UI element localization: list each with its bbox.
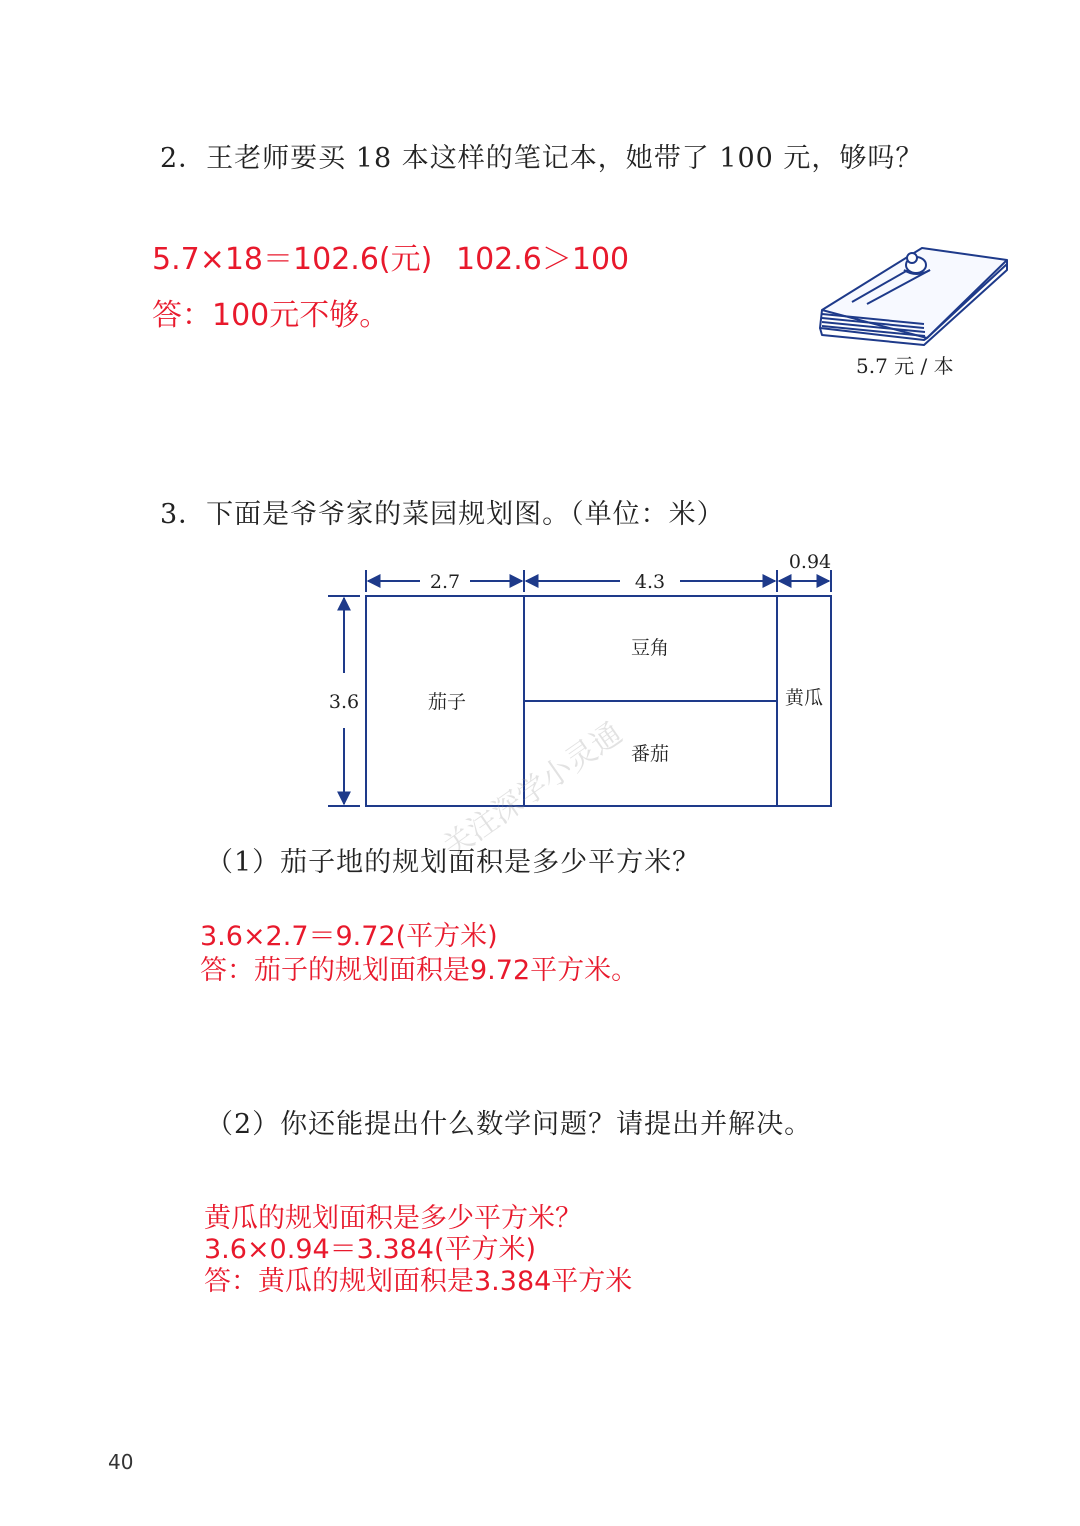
region-cucumber: 黄瓜 (784, 687, 824, 709)
q2-answer-calc: 5.7×18＝102.6(元) (152, 242, 433, 277)
q3-sub2-calc: 3.6×0.94＝3.384(平方米) (204, 1234, 537, 1265)
q3-sub1-calc: 3.6×2.7＝9.72(平方米) (200, 921, 498, 952)
q2-answer-text: 答：100元不够。 (152, 298, 390, 333)
region-beans: 豆角 (630, 637, 670, 659)
q3-sub2-answer: 答：黄瓜的规划面积是3.384平方米 (204, 1266, 633, 1297)
q3-sub2-problem: 黄瓜的规划面积是多少平方米？ (204, 1203, 582, 1234)
page-number: 40 (108, 1450, 134, 1474)
dim-height: 3.6 (328, 691, 360, 713)
notebook-price-label: 5.7 元 / 本 (856, 354, 954, 378)
dim-width-2: 4.3 (634, 571, 666, 593)
q3-sub1-question: （1）茄子地的规划面积是多少平方米？ (206, 847, 701, 878)
dim-width-3: 0.94 (788, 551, 832, 573)
notebook-icon (812, 240, 1012, 350)
region-eggplant: 茄子 (427, 691, 467, 713)
q2-answer-compare: 102.6＞100 (456, 242, 630, 277)
q3-sub2-question: （2）你还能提出什么数学问题？请提出并解决。 (206, 1109, 813, 1140)
q2-question: 2．王老师要买 18 本这样的笔记本，她带了 100 元，够吗？ (160, 143, 924, 174)
region-tomato: 番茄 (630, 743, 670, 765)
dim-width-1: 2.7 (429, 571, 461, 593)
watermark: 关注深学小灵通 (436, 716, 629, 866)
q3-question: 3．下面是爷爷家的菜园规划图。（单位：米） (160, 499, 725, 530)
q3-sub1-answer: 答：茄子的规划面积是9.72平方米。 (200, 955, 639, 986)
